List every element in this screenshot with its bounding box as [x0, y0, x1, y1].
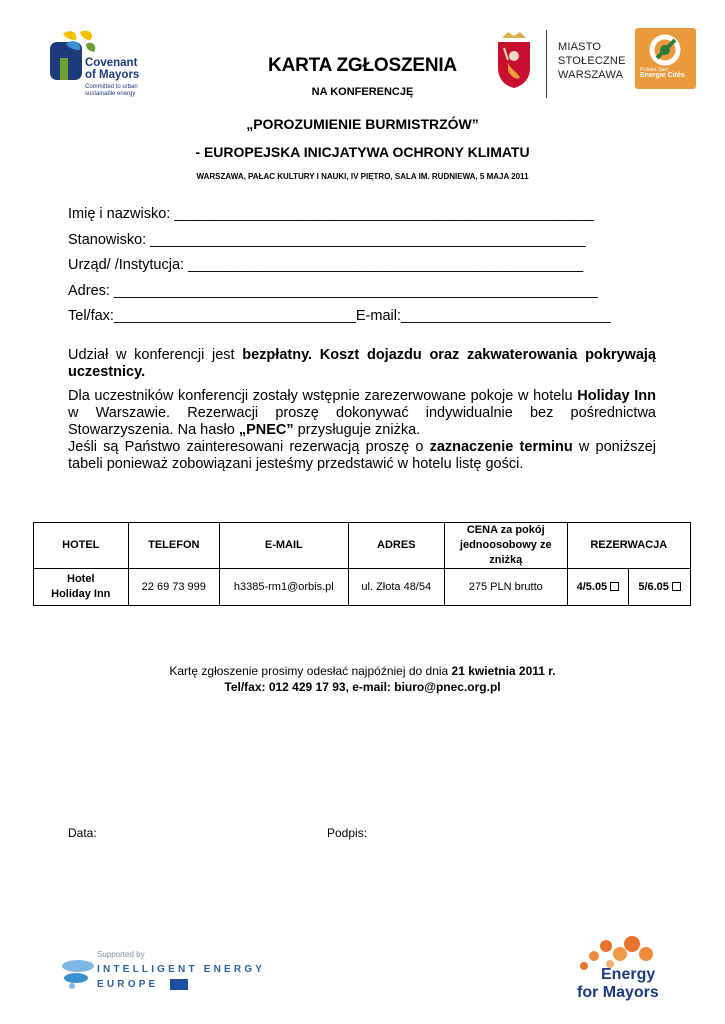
col-hotel: HOTEL [34, 523, 129, 569]
conference-name: „POROZUMIENIE BURMISTRZÓW” [246, 116, 479, 132]
warsaw-logo-text: MIASTO STOŁECZNE WARSZAWA [558, 41, 626, 81]
table-header-row [34, 523, 691, 569]
name-field[interactable]: Imię i nazwisko: ____________________________________________________ [68, 206, 594, 222]
col-phone: TELEFON [128, 523, 220, 569]
checkbox-icon[interactable] [610, 582, 619, 591]
energie-cites-text: Polska Sieć Energie Cités [640, 67, 685, 79]
conference-venue: WARSZAWA, PAŁAC KULTURY I NAUKI, IV PIĘTRO, SALA IM. RUDNIEWA, 5 MAJA 2011 [196, 172, 529, 181]
covenant-logo-text: Covenant of Mayors [85, 57, 140, 81]
eu-flag-icon [170, 979, 188, 990]
col-price: CENA za pokój jednoosobowy ze zniżką [444, 523, 567, 569]
iee-logo-text: INTELLIGENT ENERGY EUROPE [97, 964, 266, 990]
energy-for-mayors-text: Energy for Mayors [577, 966, 659, 1001]
cell-phone: 22 69 73 999 [128, 569, 220, 606]
checkbox-icon[interactable] [672, 582, 681, 591]
position-field[interactable]: Stanowisko: ______________________________________________________ [68, 232, 586, 248]
col-reservation: REZERWACJA [567, 523, 690, 569]
covenant-logo-tagline: Committed to urban sustainable energy [85, 84, 138, 97]
deadline-note: Kartę zgłoszenie prosimy odesłać najpóźniej do dnia 21 kwietnia 2011 r. [169, 664, 556, 678]
paragraph-reservation: Jeśli są Państwo zainteresowani rezerwacją proszę o zaznaczenie terminu w poniższej tabeli ponieważ zobowiązani jesteśmy przedstawić w hotelu listę gości. [68, 439, 657, 472]
date-label: Data: [68, 826, 97, 840]
contact-info: Tel/fax: 012 429 17 93, e-mail: biuro@pnec.org.pl [224, 680, 501, 694]
paragraph-hotel: Dla uczestników konferencji zostały wstępnie zarezerwowane pokoje w hotelu Holiday Inn w Warszawie. Rezerwacji proszę dokonywać indywidualnie bez pośrednictwa Stowarzyszenia. Na hasło „PNEC” przysługuje zniżka. [68, 388, 656, 438]
iee-logo-icon [60, 956, 96, 990]
address-field[interactable]: Adres: ____________________________________________________________ [68, 283, 598, 299]
paragraph-fee: Udział w konferencji jest bezpłatny. Koszt dojazdu oraz zakwaterowania pokrywają uczestnicy. [68, 347, 656, 380]
reservation-option-2[interactable]: 5/6.05 [629, 569, 691, 606]
col-email: E-MAIL [220, 523, 348, 569]
cell-address: ul. Złota 48/54 [348, 569, 444, 606]
hotel-table [33, 522, 691, 606]
page-title: KARTA ZGŁOSZENIA [268, 55, 457, 76]
signature-label: Podpis: [327, 826, 368, 840]
conference-name-2: - EUROPEJSKA INICJATYWA OCHRONY KLIMATU [195, 144, 530, 160]
cell-price: 275 PLN brutto [444, 569, 567, 606]
iee-supported-text: Supported by [97, 950, 145, 959]
table-row [34, 569, 691, 606]
office-field[interactable]: Urząd/ /Instytucja: _________________________________________________ [68, 257, 584, 273]
telfax-email-field[interactable]: Tel/fax:______________________________E-mail:__________________________ [68, 308, 611, 324]
cell-hotel: Hotel Holiday Inn [34, 569, 129, 606]
col-address: ADRES [348, 523, 444, 569]
reservation-option-1[interactable]: 4/5.05 [567, 569, 629, 606]
page-subtitle: NA KONFERENCJĘ [311, 86, 414, 98]
cell-email: h3385-rm1@orbis.pl [220, 569, 348, 606]
